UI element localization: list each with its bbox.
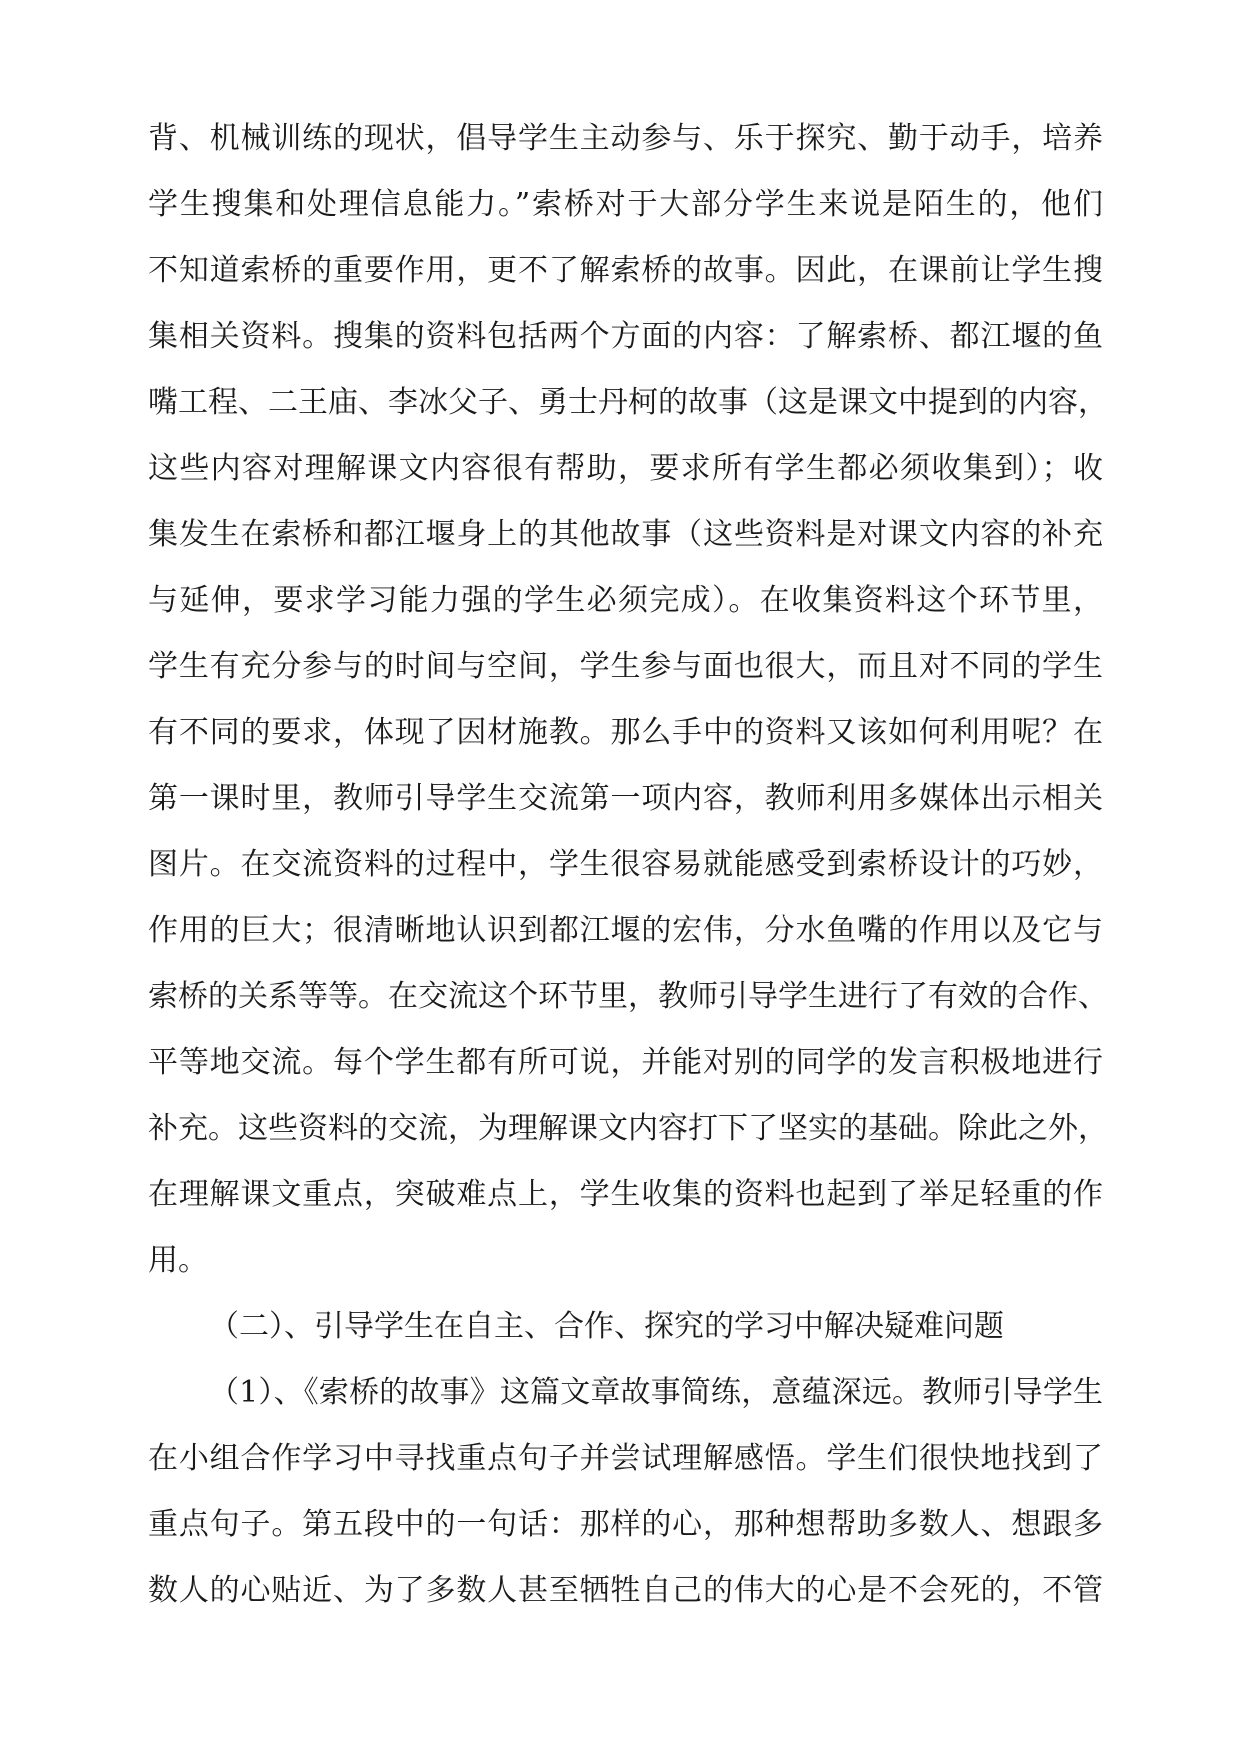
text-line: 有不同的要求，体现了因材施教。那么手中的资料又该如何利用呢？在 — [148, 715, 1103, 750]
text-line: 图片。在交流资料的过程中，学生很容易就能感受到索桥设计的巧妙， — [148, 847, 1103, 882]
body-text — [148, 118, 1108, 1636]
text-line: 学生搜集和处理信息能力。”索桥对于大部分学生来说是陌生的，他们 — [148, 187, 1103, 222]
text-line: 集发生在索桥和都江堰身上的其他故事（这些资料是对课文内容的补充 — [148, 517, 1103, 552]
section-heading: （二）、引导学生在自主、合作、探究的学习中解决疑难问题 — [209, 1309, 1004, 1344]
text-line: 学生有充分参与的时间与空间，学生参与面也很大，而且对不同的学生 — [148, 649, 1103, 684]
text-line: 重点句子。第五段中的一句话：那样的心，那种想帮助多数人、想跟多 — [148, 1507, 1103, 1542]
text-line: （1）、《索桥的故事》这篇文章故事简练，意蕴深远。教师引导学生 — [209, 1375, 1103, 1410]
text-line: 在小组合作学习中寻找重点句子并尝试理解感悟。学生们很快地找到了 — [148, 1441, 1103, 1476]
text-line: 背、机械训练的现状，倡导学生主动参与、乐于探究、勤于动手，培养 — [148, 121, 1103, 156]
text-line: 第一课时里，教师引导学生交流第一项内容，教师利用多媒体出示相关 — [148, 781, 1103, 816]
text-line: 索桥的关系等等。在交流这个环节里，教师引导学生进行了有效的合作、 — [148, 979, 1108, 1014]
text-line: 嘴工程、二王庙、李冰父子、勇士丹柯的故事（这是课文中提到的内容， — [148, 385, 1108, 420]
text-line: 数人的心贴近、为了多数人甚至牺牲自己的伟大的心是不会死的，不管 — [148, 1573, 1103, 1608]
text-line: 在理解课文重点，突破难点上，学生收集的资料也起到了举足轻重的作 — [148, 1177, 1103, 1212]
text-line: 作用的巨大；很清晰地认识到都江堰的宏伟，分水鱼嘴的作用以及它与 — [148, 913, 1103, 948]
text-line: 补充。这些资料的交流，为理解课文内容打下了坚实的基础。除此之外， — [148, 1111, 1108, 1146]
text-line: 平等地交流。每个学生都有所可说，并能对别的同学的发言积极地进行 — [148, 1045, 1103, 1080]
text-line: 用。 — [148, 1243, 208, 1278]
text-line: 与延伸，要求学习能力强的学生必须完成）。在收集资料这个环节里， — [148, 583, 1103, 618]
text-line: 集相关资料。搜集的资料包括两个方面的内容：了解索桥、都江堰的鱼 — [148, 319, 1103, 354]
text-line: 不知道索桥的重要作用，更不了解索桥的故事。因此，在课前让学生搜 — [148, 253, 1103, 288]
text-line: 这些内容对理解课文内容很有帮助，要求所有学生都必须收集到）；收 — [148, 451, 1103, 486]
